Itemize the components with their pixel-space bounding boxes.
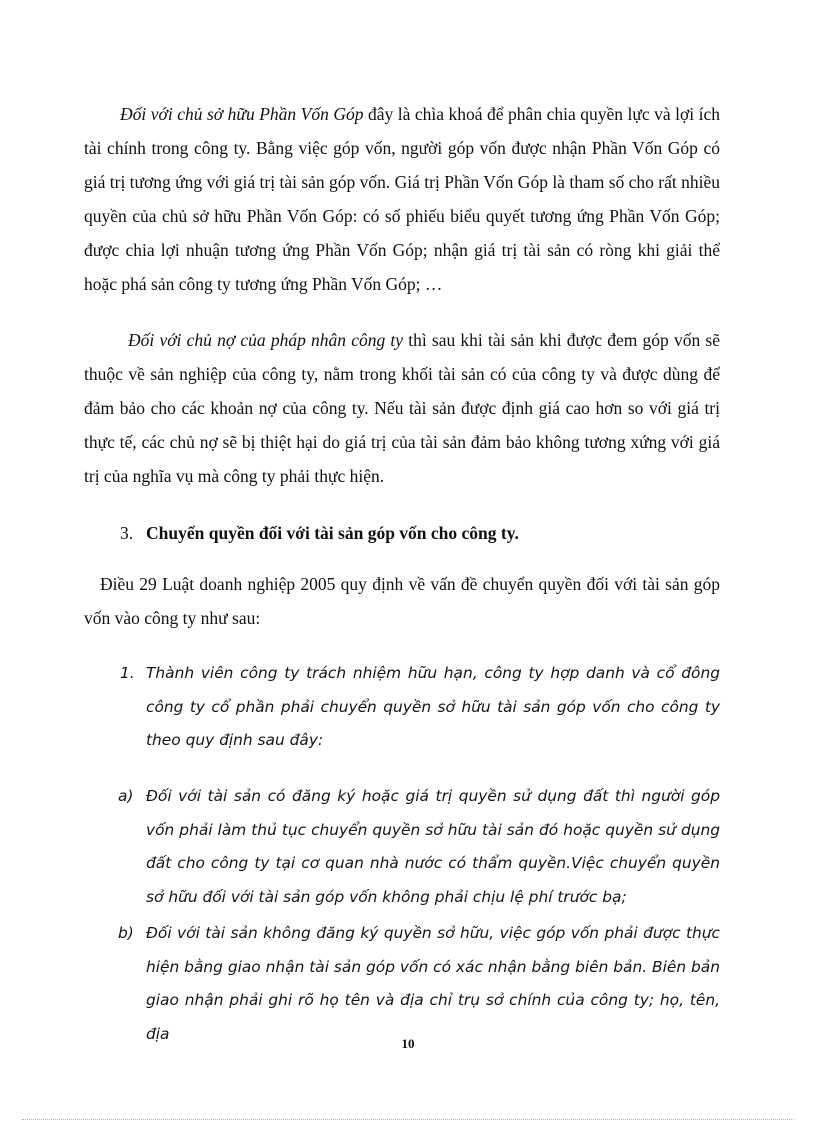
paragraph-owner-capital [84,97,720,301]
paragraph-text: đây là chìa khoá để phân chia quyền lực và lợi ích tài chính trong công ty. Bằng việc góp vốn, người góp vốn được nhận Phần Vốn Góp có giá trị tương ứng với giá trị tài sản góp vốn. Giá trị Phần Vốn Góp là tham số cho rất nhiều quyền của chủ sở hữu Phần Vốn Góp: có số phiếu biểu quyết tương ứng Phần Vốn Góp; được chia lợi nhuận tương ứng Phần Vốn Góp; nhận giá trị tài sản có ròng khi giải thể hoặc phá sản công ty tương ứng Phần Vốn Góp; … [84,104,720,294]
page-number: 10 [401,1036,415,1051]
clause-b-marker: b) [118,924,134,942]
clause-1-text: Thành viên công ty trách nhiệm hữu hạn, công ty hợp danh và cổ đông công ty cổ phần phải chuyển quyền sở hữu tài sản góp vốn cho công ty theo quy định sau đây: [146,664,720,749]
paragraph-article-29: Điều 29 Luật doanh nghiệp 2005 quy định về vấn đề chuyển quyền đối với tài sản góp vốn vào công ty như sau: [84,574,720,628]
clause-a-marker: a) [118,787,134,805]
clause-1-marker: 1. [120,664,135,682]
paragraph-lead-italic: Đối với chủ sở hữu Phần Vốn Góp [120,104,364,124]
section-title: Chuyển quyền đối với tài sản góp vốn cho công ty. [146,523,519,543]
page-bottom-divider [22,1119,794,1120]
clause-b-text: Đối với tài sản không đăng ký quyền sở hữu, việc góp vốn phải được thực hiện bằng giao nhận tài sản góp vốn có xác nhận bằng biên bản. Biên bản giao nhận phải ghi rõ họ tên và địa chỉ trụ sở chính của công ty; họ, tên, địa [146,924,720,1043]
paragraph-lead-italic: Đối với chủ nợ của pháp nhân công ty [128,330,404,350]
section-number: 3. [120,523,134,543]
clause-a-text: Đối với tài sản có đăng ký hoặc giá trị quyền sử dụng đất thì người góp vốn phải làm thủ tục chuyển quyền sở hữu tài sản đó hoặc quyền sử dụng đất cho công ty tại cơ quan nhà nước có thẩm quyền.Việc chuyển quyền sở hữu đối với tài sản góp vốn không phải chịu lệ phí trước bạ; [146,787,720,906]
section-heading [120,516,519,550]
paragraph-creditors [84,323,720,493]
paragraph-text: thì sau khi tài sản khi được đem góp vốn sẽ thuộc về sản nghiệp của công ty, nằm trong khối tài sản có của công ty và được dùng để đảm bảo cho các khoản nợ của công ty. Nếu tài sản được định giá cao hơn so với giá trị thực tế, các chủ nợ sẽ bị thiệt hại do giá trị của tài sản đảm bảo không tương xứng với giá trị của nghĩa vụ mà công ty phải thực hiện. [84,330,720,486]
